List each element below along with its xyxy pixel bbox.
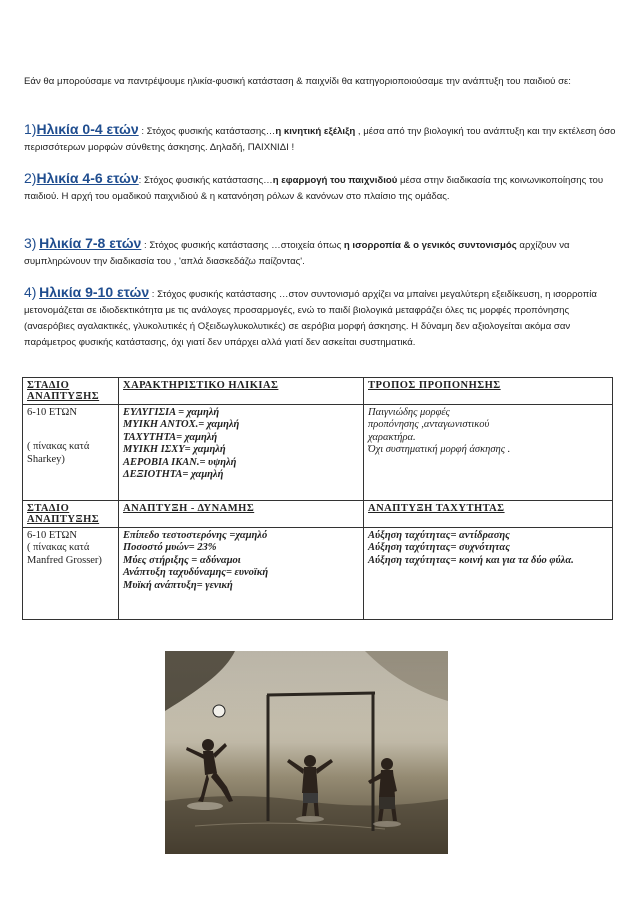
section-age-4-6 [24, 170, 616, 205]
age-label: 6-10 ΕΤΩΝ [27, 407, 77, 418]
method-line: Όχι συστηματική μορφή άσκησης . [368, 444, 511, 456]
header-cell: ΣΤΑΔΙΟ ΑΝΑΠΤΥΞΗΣ [23, 501, 119, 528]
trait-line: ΕΥΛΥΓΙΣΙΑ = χαμηλή [123, 407, 220, 418]
section-title: Ηλικία 4-6 ετών [36, 170, 139, 186]
age-cell [23, 405, 119, 501]
section-text-rest: μέσα στην διαδικασία της κοινωνικοποίησης του παιδιού. Η αρχή του ομαδικού παιχνιδιού & η κατανόηση ρόλων & κανόνων στο πλαίσιο της ομάδας. [24, 175, 604, 202]
section-text-rest: αρχίζουν να συμπληρώνουν την διαδικασία του , 'απλά διασκεδάζω παίζοντας'. [24, 240, 570, 267]
table-header-row [23, 378, 613, 405]
speed-line: Αύξηση ταχύτητας= συχνότητας [368, 542, 510, 554]
method-line: χαρακτήρα. [368, 431, 416, 443]
section-text: : Στόχος φυσικής κατάστασης… [138, 175, 273, 186]
section-number: 1) [24, 121, 37, 137]
method-cell [364, 405, 613, 501]
source-label: ( πίνακας κατά Manfred Grosser) [27, 542, 102, 566]
table-header-row [23, 501, 613, 528]
header-cell: ΧΑΡΑΚΤΗΡΙΣΤΙΚΟ ΗΛΙΚΙΑΣ [119, 378, 364, 405]
section-number: 2) [24, 170, 37, 186]
header-cell: ΑΝΑΠΤΥΞΗ ΤΑΧΥΤΗΤΑΣ [364, 501, 613, 528]
strength-line: Μύες στήριξης = αδύναμοι [123, 554, 241, 566]
section-text-rest: , μέσα από την βιολογική του ανάπτυξη και την εκτέλεση όσο περισσότερων μορφών σύνθετης άσκησης. Δηλαδή, ΠΑΙΧΝΙΔΙ ! [24, 126, 616, 153]
photo-illustration [165, 651, 448, 854]
trait-line: ΜΥΙΚΗ ΑΝΤΟΧ.= χαμηλή [123, 419, 240, 431]
trait-line: ΑΕΡΟΒΙΑ ΙΚΑΝ.= υψηλή [123, 456, 237, 468]
speed-cell [364, 528, 613, 620]
section-title: Ηλικία 7-8 ετών [39, 235, 142, 251]
intro-paragraph: Εάν θα μπορούσαμε να παντρέψουμε ηλικία-φυσική κατάσταση & παιχνίδι θα κατηγοριοποιούσαμε την ανάπτυξη του παιδιού σε: [24, 76, 571, 87]
kids-football-photo [165, 651, 448, 854]
section-highlight: η κινητική εξέλιξη [275, 126, 356, 137]
age-label: 6-10 ΕΤΩΝ [27, 530, 77, 541]
strength-line: Ποσοστό μυών= 23% [123, 542, 217, 554]
header-cell: ΑΝΑΠΤΥΞΗ - ΔΥΝΑΜΗΣ [119, 501, 364, 528]
section-age-0-4 [24, 121, 616, 156]
table-row [23, 405, 613, 501]
source-label: ( πίνακας κατά Sharkey) [27, 441, 90, 465]
section-age-9-10 [24, 284, 616, 351]
speed-line: Αύξηση ταχύτητας= αντίδρασης [368, 530, 510, 541]
method-line: Παιγνιώδης μορφές [368, 407, 450, 418]
method-line: προπόνησης ,ανταγωνιστικού [368, 419, 490, 431]
section-text: : Στόχος φυσικής κατάστασης… [138, 126, 276, 137]
section-highlight: η ισορροπία & ο γενικός συντονισμός [343, 240, 517, 251]
strength-cell [119, 528, 364, 620]
strength-line: Επίπεδο τεστοστερόνης =χαμηλό [123, 530, 268, 541]
trait-line: ΔΕΞΙΟΤΗΤΑ= χαμηλή [123, 469, 224, 481]
section-text: : Στόχος φυσικής κατάστασης …στον συντονισμό αρχίζει να μπαίνει μεγαλύτερη εξειδίκευση, η ισορροπία μετονομάζεται σε ιδιοδεκτικότητα με τις ανάλογες προσαρμογές, ενώ το παιδί βιολογικά μεταφράζει όλες τις μορφές προπόνησης (αναερόβιες αγαλακτικές, γλυκολυτικές ή Οξειδωγλυκολυτικές) σε αερόβια μορφή άσκησης. Η δύναμη δεν αξιολογείται ακόμα σαν παράμετρος φυσικής κατάστασης, όχι γιατί δεν υπάρχει αλλά γιατί δεν ασκείται συστηματικά. [24, 289, 597, 348]
section-highlight: η εφαρμογή του παιχνιδιού [272, 175, 398, 186]
strength-line: Μυϊκή ανάπτυξη= γενική [123, 579, 233, 591]
section-title: Ηλικία 9-10 ετών [39, 284, 150, 300]
strength-line: Ανάπτυξη ταχυδύναμης= ευνοϊκή [123, 567, 269, 579]
section-number: 4) [24, 284, 37, 300]
traits-cell [119, 405, 364, 501]
development-table [22, 377, 613, 620]
trait-line: ΜΥΙΚΗ ΙΣΧΥ= χαμηλή [123, 444, 226, 456]
table-row [23, 528, 613, 620]
speed-line: Αύξηση ταχύτητας= κοινή και για τα δύο φύλα. [368, 554, 574, 566]
section-number: 3) [24, 235, 37, 251]
section-age-7-8 [24, 235, 616, 270]
trait-line: ΤΑΧΥΤΗΤΑ= χαμηλή [123, 431, 218, 443]
section-text: : Στόχος φυσικής κατάστασης …στοιχεία όπως [141, 240, 344, 251]
age-cell [23, 528, 119, 620]
header-cell: ΤΡΟΠΟΣ ΠΡΟΠΟΝΗΣΗΣ [364, 378, 613, 405]
header-cell: ΣΤΑΔΙΟ ΑΝΑΠΤΥΞΗΣ [23, 378, 119, 405]
section-title: Ηλικία 0-4 ετών [36, 121, 139, 137]
